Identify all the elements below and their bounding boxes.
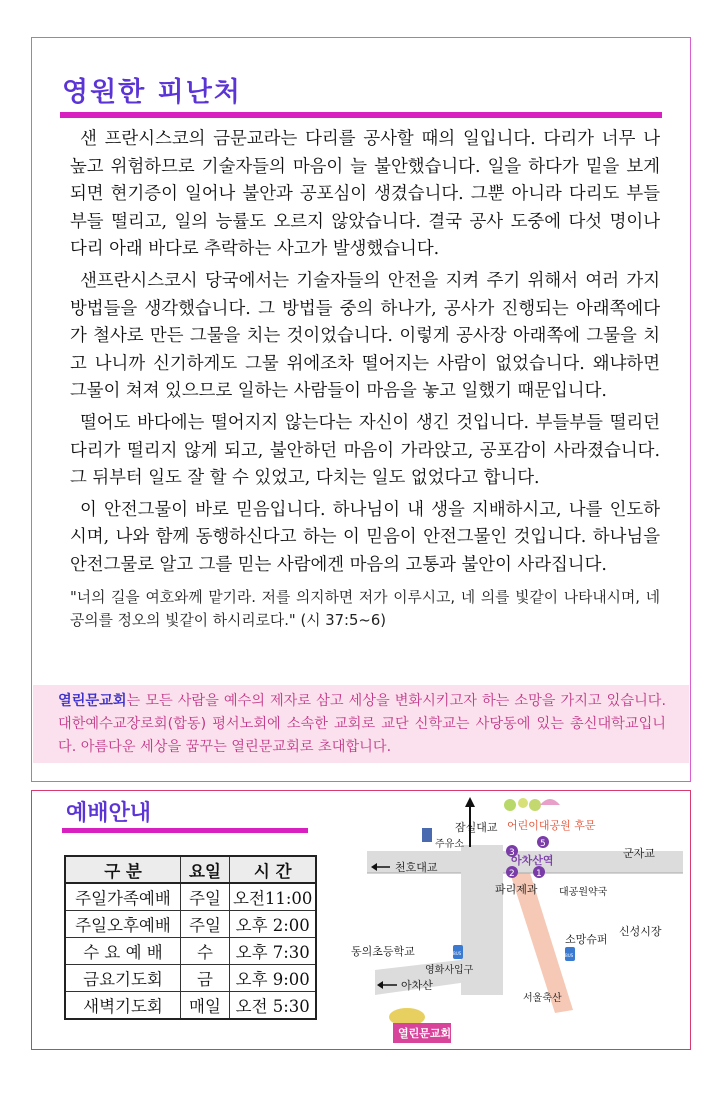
cell-time: 오후 2:00 [230, 911, 317, 938]
tree-icon [518, 798, 528, 808]
location-map [345, 795, 685, 1047]
header-time: 시 간 [230, 856, 317, 883]
paragraph: 샌 프란시스코의 금문교라는 다리를 공사할 때의 일입니다. 다리가 너무 나 높고 위험하므로 기술자들의 마음이 늘 불안했습니다. 일을 하다가 밑을 보게 되면 현기증이 일어나 불안과 공포심이 생겼습니다. 그뿐 아니라 다리도 부들부들 떨리고, 일의 능률도 오르지 않았습니다. 결국 공사 도중에 다섯 명이나 다리 아래 바다로 추락하는 사고가 발생했습니다. [70, 129, 660, 260]
umbrella-icon [540, 799, 560, 805]
achasan-label: 아차산 [401, 979, 433, 992]
table-row [65, 965, 316, 992]
cell-service: 새벽기도회 [65, 992, 181, 1020]
cell-service: 주일가족예배 [65, 883, 181, 911]
church-name: 열린문교회 [58, 693, 127, 709]
cheonho-label: 천호대교 [395, 861, 438, 874]
jamsil-label: 잠실대교 [455, 821, 498, 834]
cell-day: 주일 [181, 883, 230, 911]
somang-label: 소망슈퍼 [565, 933, 608, 946]
bible-quote: "너의 길을 여호와께 맡기라. 저를 의지하면 저가 이루시고, 네 의를 빛같이 나타내시며, 네 공의를 정오의 빛같이 하시리로다." (시 37:5~6) [70, 588, 660, 629]
station-label: 아차산역 [511, 854, 554, 867]
exit-2-label: 2 [509, 869, 515, 879]
cell-service: 수 요 예 배 [65, 938, 181, 965]
church-label: 열린문교회 [398, 1027, 452, 1040]
worship-title: 예배안내 [66, 801, 152, 826]
exit-3-label: 3 [509, 848, 515, 858]
cell-time: 오후 7:30 [230, 938, 317, 965]
bus-label: BUS [453, 951, 462, 956]
cell-day: 매일 [181, 992, 230, 1020]
cell-time: 오전11:00 [230, 883, 317, 911]
park-label: 어린이대공원 후문 [507, 819, 596, 832]
cell-day: 주일 [181, 911, 230, 938]
seoul-label: 서울축산 [523, 993, 562, 1004]
gunja-label: 군자교 [623, 847, 655, 860]
sinseong-label: 신성시장 [619, 925, 662, 938]
gas-label: 주유소 [435, 839, 464, 850]
exit-1-label: 1 [536, 869, 542, 879]
paragraph: 샌프란시스코시 당국에서는 기술자들의 안전을 지켜 주기 위해서 여러 가지 방법들을 생각했습니다. 그 방법들 중의 하나가, 공사가 진행되는 아래쪽에다가 철사로 만든 그물을 치는 것이었습니다. 이렇게 공사장 아래쪽에 그물을 치고 나니까 신기하게도 그물 위에조차 떨어지는 사람이 없었습니다. 왜냐하면 그물이 쳐져 있으므로 일하는 사람들이 마음을 놓고 일했기 때문입니다. [70, 270, 660, 402]
table-row [65, 992, 316, 1020]
worship-underline [62, 828, 308, 833]
title-underline [60, 112, 662, 118]
paragraph: 이 안전그물이 바로 믿음입니다. 하나님이 내 생을 지배하시고, 나를 인도하시며, 나와 함께 동행하신다고 하는 이 믿음이 안전그물인 것입니다. 하나님을 안전그물로 알고 그를 믿는 사람에겐 마음의 고통과 불안이 사라집니다. [70, 499, 660, 575]
header-category: 구 분 [65, 856, 181, 883]
table-header-row [65, 856, 316, 883]
worship-schedule-table [64, 855, 317, 1020]
arrow-up-head-icon [465, 797, 475, 807]
paris-label: 파리제과 [495, 883, 538, 896]
promo-body: 는 모든 사람을 예수의 제자로 삼고 세상을 변화시키고자 하는 소망을 가지고 있습니다. 대한예수교장로회(합동) 평서노회에 소속한 교회로 교단 신학교는 사당동에 있는 총신대학교입니다. 아름다운 세상을 꿈꾸는 열린문교회로 초대합니다. [58, 693, 666, 755]
pharmacy-label: 대공원약국 [559, 887, 608, 898]
header-day: 요일 [181, 856, 230, 883]
cell-day: 수 [181, 938, 230, 965]
cell-time: 오후 9:00 [230, 965, 317, 992]
article-body [70, 126, 660, 636]
table-row [65, 911, 316, 938]
article-title: 영원한 피난처 [62, 77, 242, 108]
tree-icon [529, 799, 541, 811]
cell-service: 금요기도회 [65, 965, 181, 992]
cell-time: 오전 5:30 [230, 992, 317, 1020]
tree-icon [504, 799, 516, 811]
bus-label: BUS [565, 953, 574, 958]
paragraph: 떨어도 바다에는 떨어지지 않는다는 자신이 생긴 것입니다. 부들부들 떨리던 다리가 떨리지 않게 되고, 불안하던 마음이 가라앉고, 공포감이 사라졌습니다. 그 뒤부터 일도 잘 할 수 있었고, 다치는 일도 없었다고 합니다. [70, 412, 660, 489]
gas-station-icon [422, 828, 432, 842]
cell-day: 금 [181, 965, 230, 992]
cell-service: 주일오후예배 [65, 911, 181, 938]
dongui-label: 동의초등학교 [351, 945, 415, 958]
exit-5-label: 5 [540, 839, 546, 849]
yeonghwa-label: 영화사입구 [425, 965, 474, 976]
table-row [65, 883, 316, 911]
promo-text [58, 690, 666, 759]
table-row [65, 938, 316, 965]
